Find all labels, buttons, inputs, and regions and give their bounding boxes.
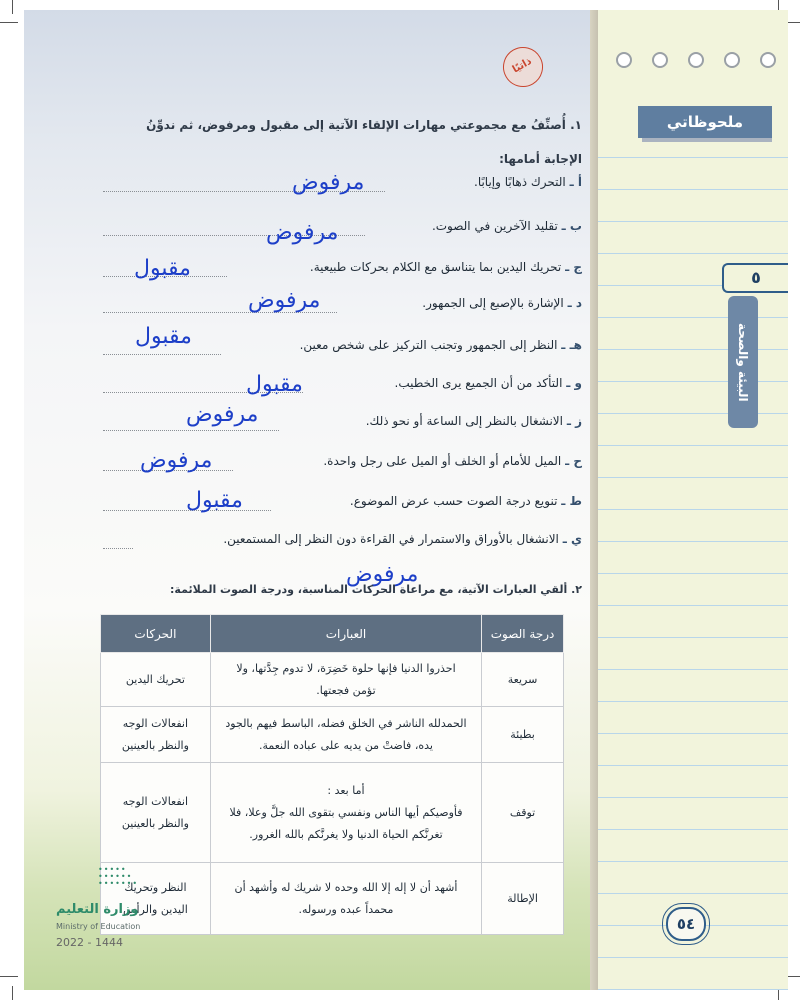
item-letter: ط ـ	[561, 494, 582, 508]
handwritten-answer: مرفوض	[346, 562, 419, 587]
phrase-line: فأوصيكم أيها الناس ونفسي بتقوى الله جلَّ وعلا، فلا	[229, 805, 463, 819]
header-phrases: العبارات	[210, 615, 481, 653]
movement-line: اليدين والرأس	[123, 902, 188, 916]
item-text: الانشغال بالنظر إلى الساعة أو نحو ذلك.	[365, 414, 563, 428]
handwritten-answer: مرفوض	[140, 448, 213, 473]
binder-hole	[760, 52, 776, 68]
item-letter: ج ـ	[565, 260, 582, 274]
list-item	[223, 532, 582, 546]
list-item	[432, 219, 582, 233]
item-text: تنويع درجة الصوت حسب عرض الموضوع.	[349, 494, 558, 508]
movement-line: انفعالات الوجه	[122, 794, 189, 808]
movement-line: والنظر بالعينين	[121, 816, 189, 830]
list-item	[300, 338, 582, 352]
header-voice: درجة الصوت	[482, 615, 564, 653]
table-row	[101, 763, 564, 863]
phrase-cell	[210, 707, 481, 763]
answer-line	[103, 429, 279, 431]
notes-sidebar	[598, 10, 788, 990]
binder-hole	[616, 52, 632, 68]
handwritten-answer: مقبول	[246, 372, 303, 397]
handwritten-answer: مرفوض	[248, 288, 321, 313]
list-item	[395, 376, 582, 390]
item-text: التأكد من أن الجميع يرى الخطيب.	[394, 376, 563, 390]
phrase-line: أشهد أن لا إله إلا الله وحده لا شريك له وأشهد أن	[234, 880, 458, 894]
binder-hole	[724, 52, 740, 68]
phrase-cell	[210, 763, 481, 863]
handwritten-answer: مرفوض	[186, 402, 259, 427]
header-movements: الحركات	[101, 615, 211, 653]
movement-cell	[101, 763, 211, 863]
page-number: ٥٤	[666, 907, 706, 941]
binder-hole	[652, 52, 668, 68]
item-text: تقليد الآخرين في الصوت.	[431, 219, 558, 233]
item-letter: و ـ	[566, 376, 582, 390]
item-text: التحرك ذهابًا وإيابًا.	[474, 175, 566, 189]
answer-line	[103, 353, 221, 355]
item-letter: هـ ـ	[561, 338, 582, 352]
question-2-number: ٢.	[571, 583, 582, 596]
notes-title-shadow	[642, 138, 772, 142]
handwritten-answer: مقبول	[134, 256, 191, 281]
crop-mark	[12, 0, 13, 14]
binder-hole	[688, 52, 704, 68]
handwritten-answer: مرفوض	[292, 170, 365, 195]
ministry-name-english: Ministry of Education	[56, 922, 141, 931]
voice-cell: بطيئة	[482, 707, 564, 763]
handwritten-answer: مقبول	[135, 324, 192, 349]
logo-dots-icon: ••••• •••••• •••••••	[98, 865, 139, 888]
phrase-line: يده، فاضتْ من يديه على عباده النعمة.	[258, 738, 433, 752]
item-text: تحريك اليدين بما يتناسق مع الكلام بحركات طبيعية.	[309, 260, 562, 274]
crop-mark	[0, 22, 18, 23]
ministry-logo	[56, 862, 176, 952]
unit-number: ٥	[722, 263, 788, 293]
movement-cell	[101, 707, 211, 763]
voice-cell: توقف	[482, 763, 564, 863]
movement-cell	[101, 653, 211, 707]
item-letter: ي ـ	[562, 532, 582, 546]
question-2	[170, 583, 582, 596]
self-assessment-stamp: ذاتيًا	[496, 40, 551, 95]
page-edge	[590, 10, 598, 990]
question-1-number: ١.	[570, 118, 582, 132]
table-header-row	[101, 615, 564, 653]
phrase-line: الحمدلله الناشر في الخلق فضله، الباسط فيهم بالجود	[225, 716, 467, 730]
item-letter: ب ـ	[561, 219, 582, 233]
movement-line: انفعالات الوجه	[122, 716, 189, 730]
phrase-line: تؤمن فجعتها.	[316, 683, 376, 697]
list-item	[350, 494, 582, 508]
movement-line: والنظر بالعينين	[121, 738, 189, 752]
movement-line: النظر وتحريك	[124, 880, 187, 894]
item-text: الميل للأمام أو الخلف أو الميل على رجل واحدة.	[323, 454, 562, 468]
phrase-cell	[210, 653, 481, 707]
ministry-name-arabic: وزارة التعليم	[56, 902, 139, 917]
item-text: الانشغال بالأوراق والاستمرار في القراءة دون النظر إلى المستمعين.	[223, 532, 559, 546]
list-item	[366, 414, 582, 428]
phrase-line: تغرنَّكم الحياة الدنيا ولا يغرنَّكم بالله الغرور.	[249, 827, 443, 841]
crop-mark	[0, 976, 18, 977]
movement-line: تحريك اليدين	[125, 672, 185, 686]
phrase-cell	[210, 863, 481, 935]
phrase-line: أما بعد :	[327, 783, 365, 797]
list-item	[323, 454, 582, 468]
question-2-text: ألقي العبارات الآتية، مع مراعاة الحركات المناسبة، ودرجة الصوت الملائمة:	[170, 583, 568, 596]
unit-name: البيئة والصحة	[736, 322, 750, 402]
phrase-line: محمداً عبده ورسوله.	[298, 902, 394, 916]
question-1	[112, 108, 582, 176]
notes-title: ملحوظاتي	[638, 106, 772, 138]
list-item	[422, 296, 582, 310]
item-letter: د ـ	[567, 296, 582, 310]
list-item	[310, 260, 582, 274]
crop-mark	[12, 986, 13, 1000]
unit-tab	[728, 296, 758, 428]
table-row	[101, 707, 564, 763]
table-row	[101, 653, 564, 707]
item-text: النظر إلى الجمهور وتجنب التركيز على شخص معين.	[299, 338, 558, 352]
handwritten-answer: مرفوض	[266, 220, 339, 245]
voice-cell: الإطالة	[482, 863, 564, 935]
item-text: الإشارة بالإصبع إلى الجمهور.	[422, 296, 564, 310]
question-1-text: أُصنِّفُ مع مجموعتي مهارات الإلقاء الآتية إلى مقبول ومرفوض، ثم ندوِّنُ الإجابة أمامها:	[146, 118, 582, 166]
item-letter: ح ـ	[565, 454, 582, 468]
list-item	[474, 175, 582, 189]
answer-line	[103, 547, 133, 549]
handwritten-answer: مقبول	[186, 488, 243, 513]
phrase-line: احذروا الدنيا فإنها حلوة خَضِرَة، لا تدوم جِدَّتها، ولا	[236, 661, 456, 675]
item-letter: أ ـ	[569, 175, 582, 189]
edition-year: 2022 - 1444	[56, 936, 123, 949]
voice-cell: سريعة	[482, 653, 564, 707]
item-letter: ز ـ	[566, 414, 582, 428]
